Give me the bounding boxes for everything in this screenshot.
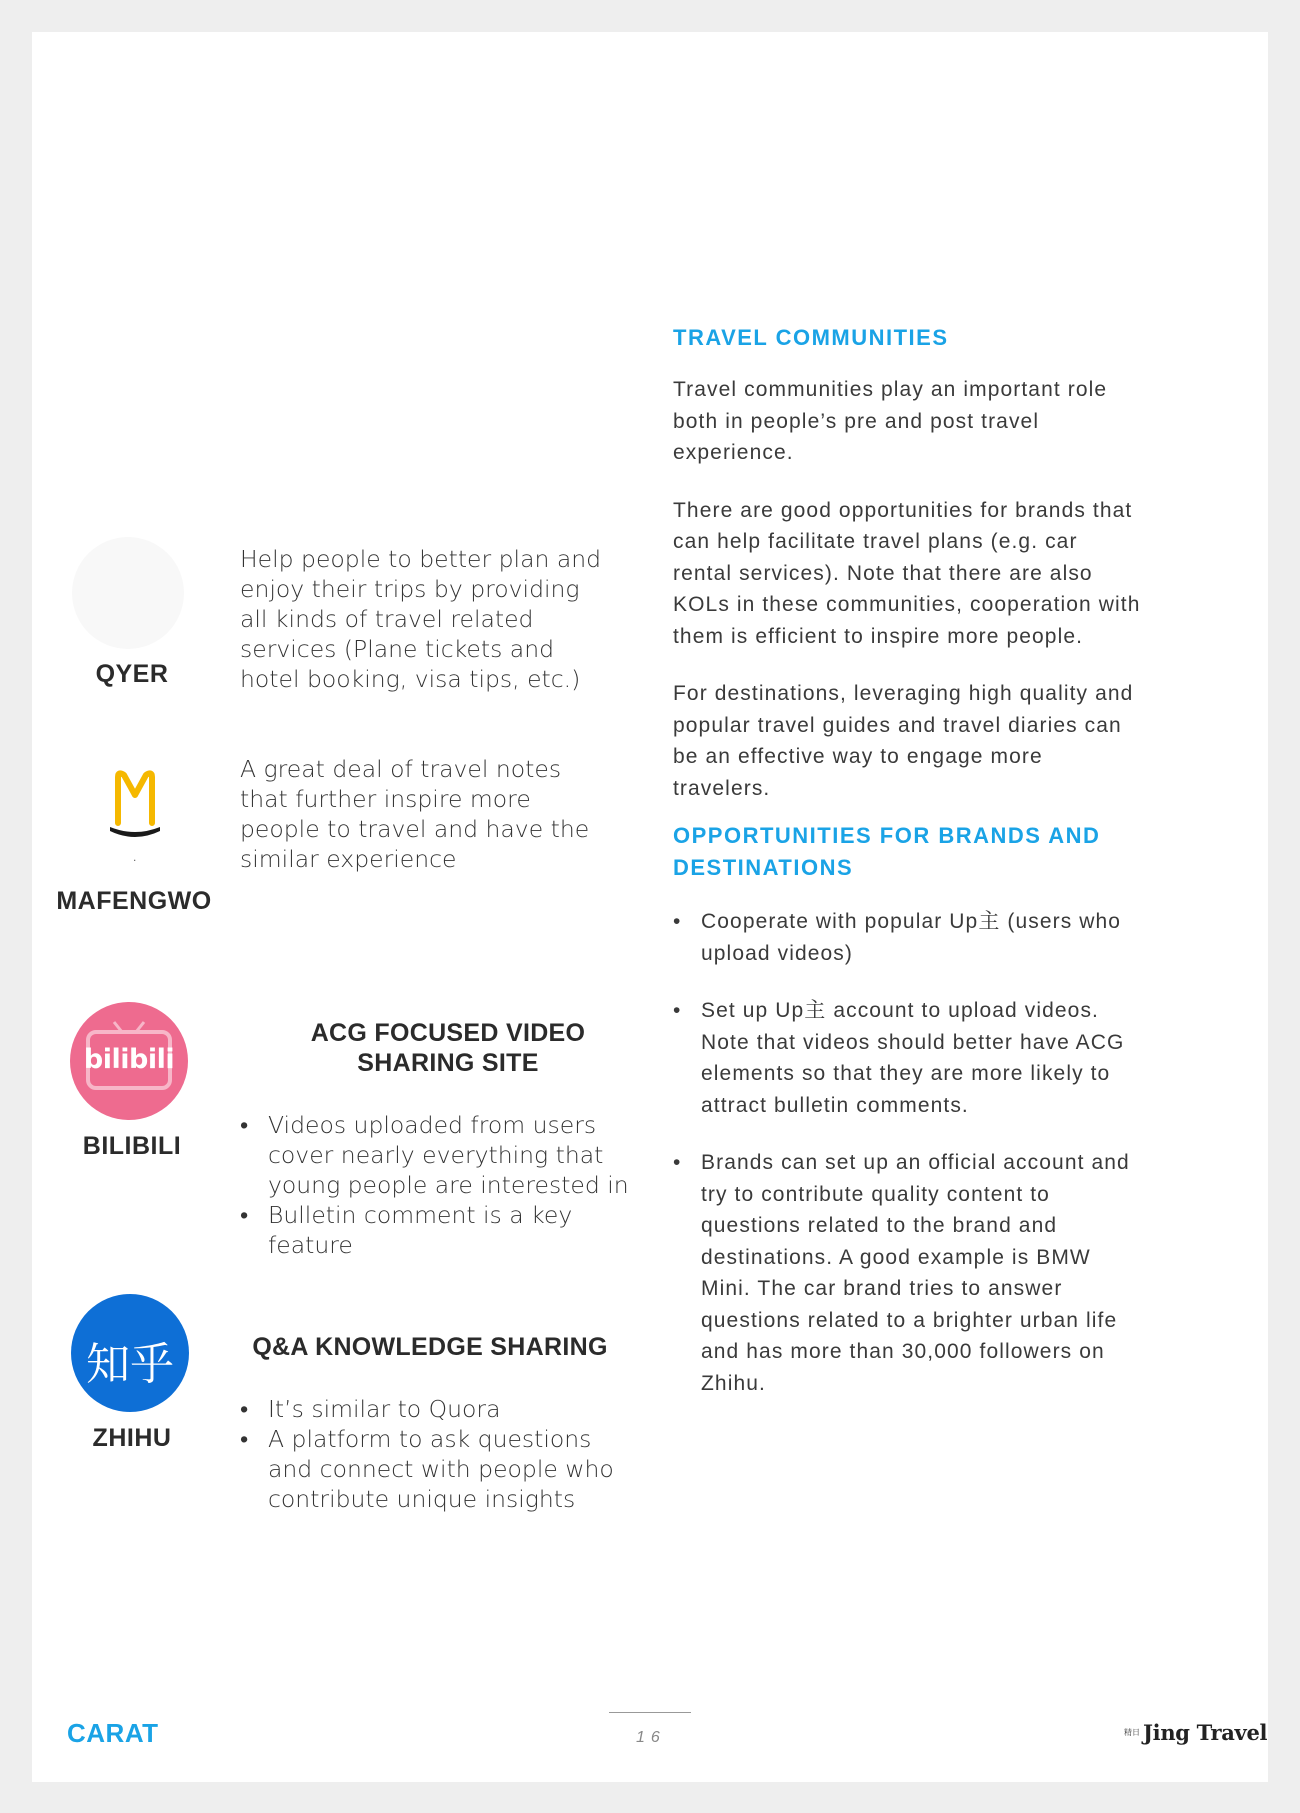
bilibili-logo bbox=[70, 1002, 188, 1120]
jing-travel-wordmark: Jing Travel bbox=[1143, 1720, 1268, 1745]
travel-communities-body bbox=[673, 374, 1143, 804]
body-paragraph: Travel communities play an important role both in people’s pre and post travel experience. bbox=[673, 378, 1108, 464]
body-paragraph: For destinations, leveraging high quality and popular travel guides and travel diaries can be an effective way to engage more travelers. bbox=[673, 682, 1134, 800]
right-column bbox=[673, 322, 1143, 1425]
opportunities-heading: OPPORTUNITIES FOR BRANDS AND DESTINATIONS bbox=[673, 823, 1101, 880]
qyer-description: Help people to better plan and enjoy their trips by providing all kinds of travel related services (Plane tickets and hotel booking, visa tips, etc.) bbox=[240, 545, 602, 693]
body-paragraph: There are good opportunities for brands that can help facilitate travel plans (e.g. car rental services). Note that there are also KOLs in these communities, cooperation with them is efficient to inspire more people. bbox=[673, 498, 1141, 648]
travel-communities-heading: TRAVEL COMMUNITIES bbox=[673, 325, 949, 350]
carat-logo: CARAT bbox=[67, 1718, 159, 1748]
zhihu-bullet: • A platform to ask questions and connect with people who contribute unique insights bbox=[240, 1424, 620, 1514]
zhihu-logo bbox=[71, 1294, 189, 1412]
bilibili-bullet: • Bulletin comment is a key feature bbox=[240, 1200, 630, 1260]
mafengwo-name: MAFENGWO bbox=[56, 887, 212, 915]
footer-divider bbox=[609, 1712, 691, 1713]
qyer-name: QYER bbox=[95, 660, 169, 688]
zhihu-bullet: • It’s similar to Quora bbox=[240, 1394, 620, 1424]
mafengwo-logo bbox=[104, 767, 166, 843]
jing-travel-mark: 精日 bbox=[1124, 1728, 1140, 1737]
zhihu-bullets bbox=[240, 1394, 620, 1514]
jing-travel-logo bbox=[1124, 1720, 1267, 1745]
opportunity-bullet: • Set up Up主 account to upload videos. Note that videos should better have ACG elements so that they are more likely to attract bulletin comments. bbox=[673, 995, 1143, 1121]
mafengwo-description: A great deal of travel notes that further inspire more people to travel and have the similar experience bbox=[240, 755, 590, 873]
qyer-logo bbox=[72, 537, 184, 649]
opportunities-bullets bbox=[673, 906, 1143, 1399]
bilibili-name: BILIBILI bbox=[82, 1132, 182, 1160]
document-page bbox=[32, 32, 1268, 1782]
zhihu-name: ZHIHU bbox=[92, 1424, 172, 1452]
bilibili-bullets bbox=[240, 1110, 630, 1260]
bilibili-bullet: • Videos uploaded from users cover nearly everything that young people are interested in bbox=[240, 1110, 630, 1200]
mafengwo-logo-dot: . bbox=[133, 850, 137, 864]
page-number: 16 bbox=[636, 1729, 666, 1746]
bilibili-logo-text: bilibili bbox=[83, 1044, 175, 1075]
bilibili-subheading: ACG FOCUSED VIDEO SHARING SITE bbox=[310, 1019, 586, 1077]
opportunity-bullet: • Cooperate with popular Up主 (users who upload videos) bbox=[673, 906, 1143, 969]
zhihu-logo-text: 知乎 bbox=[86, 1339, 174, 1390]
opportunity-bullet: • Brands can set up an official account and try to contribute quality content to questions related to the brand and destinations. A good example is BMW Mini. The car brand tries to answer questions related to a brighter urban life and has more than 30,000 followers on Zhihu. bbox=[673, 1147, 1143, 1399]
zhihu-subheading: Q&A KNOWLEDGE SHARING bbox=[252, 1333, 608, 1361]
